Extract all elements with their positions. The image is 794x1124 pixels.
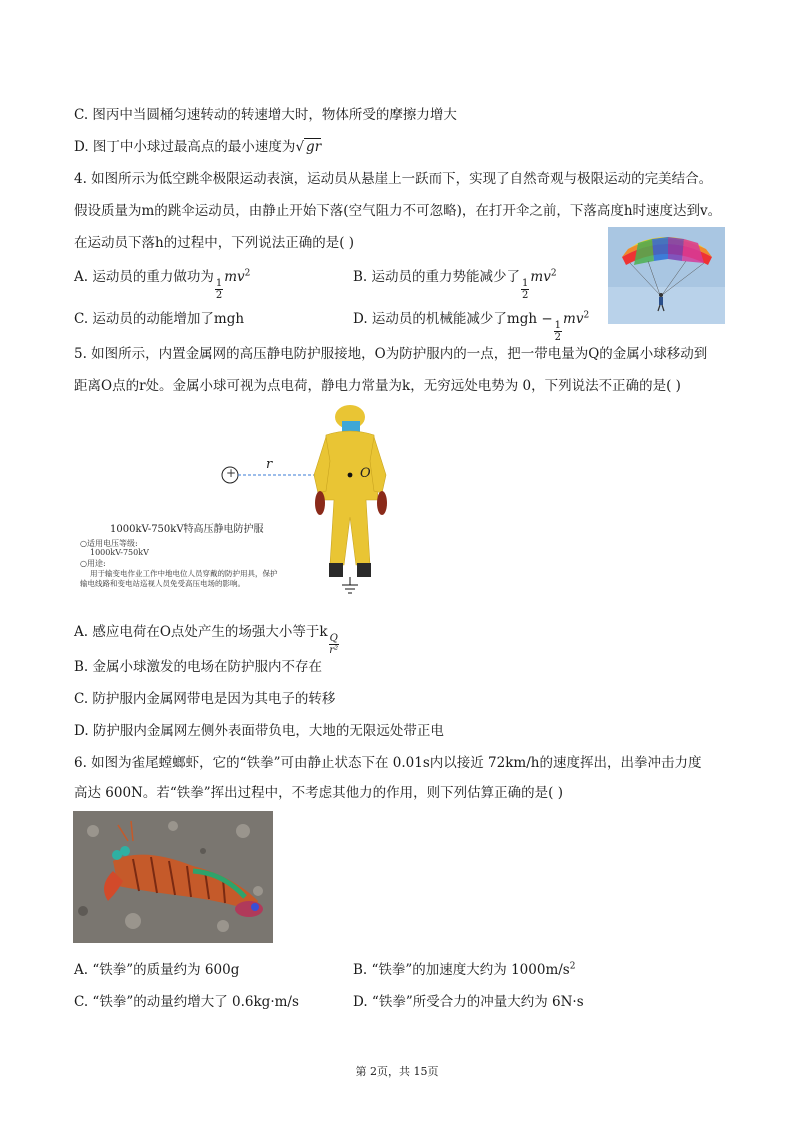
q4-option-a: A. 运动员的重力做功为 $\frac{1}{2}$ $mv^2$ xyxy=(74,268,251,301)
q6-option-b: B. “铁拳”的加速度大约为 $1000m/s^2$ xyxy=(353,961,576,978)
q5-option-c: C. 防护服内金属网带电是因为其电子的转移 xyxy=(74,691,336,707)
q6-stem-line2: 高达 600N。若“铁拳”挥出过程中，不考虑其他力的作用，则下列估算正确的是( ) xyxy=(74,785,563,801)
q5-option-d: D. 防护服内金属网左侧外表面带负电，大地的无限远处带正电 xyxy=(74,723,444,739)
suit-title: 1000kV-750kV特高压静电防护服 xyxy=(110,524,264,535)
q5-option-a: A. 感应电荷在O点处产生的场强大小等于k $\frac{Q}{\text{r²}}$ xyxy=(74,624,339,656)
paraglider-image xyxy=(608,227,725,324)
q4-stem-line3: 在运动员下落h的过程中，下列说法正确的是( ) xyxy=(74,235,355,251)
suit-usage-label: ○用途: xyxy=(80,559,106,568)
q6-option-d: D. “铁拳”所受合力的冲量大约为 6N·s xyxy=(353,994,584,1010)
q4-option-c: C. 运动员的动能增加了mgh xyxy=(74,311,245,327)
q6-option-c: C. “铁拳”的动量约增大了 0.6kg·m/s xyxy=(74,994,299,1010)
protective-suit-figure xyxy=(80,405,420,605)
q4-option-d: D. 运动员的机械能减少了mgh − $\frac{1}{2}$ $mv^2$ xyxy=(353,310,590,343)
q5-stem-line2: 距离O点的r处。金属小球可视为点电荷，静电力常量为k，无穷远处电势为 0，下列说法不正确的是( ) xyxy=(74,378,681,394)
point-o-label: O xyxy=(360,466,371,481)
mantis-shrimp-image xyxy=(73,811,273,943)
suit-voltage-value: 1000kV-750kV xyxy=(90,548,149,557)
q4-stem-line1: 4. 如图所示为低空跳伞极限运动表演，运动员从悬崖上一跃而下，实现了自然奇观与极限运动的完美结合。 xyxy=(74,171,713,187)
suit-usage-desc2: 输电线路和变电站巡视人员免受高压电场的影响。 xyxy=(80,579,245,588)
q4-option-b: B. 运动员的重力势能减少了 $\frac{1}{2}$ $mv^2$ xyxy=(353,268,557,301)
q6-stem-line1: 6. 如图为雀尾螳螂虾，它的“铁拳”可由静止状态下在 0.01s内以接近 72km/h的速度挥出，出拳冲击力度 xyxy=(74,755,702,771)
q5-stem-line1: 5. 如图所示，内置金属网的高压静电防护服接地，O为防护服内的一点，把一带电量为Q的金属小球移动到 xyxy=(74,346,708,362)
suit-usage-desc1: 用于输变电作业工作中地电位人员穿戴的防护用具，保护 xyxy=(90,569,278,578)
q6-option-a: A. “铁拳”的质量约为 600g xyxy=(74,962,240,978)
suit-voltage-label: ○适用电压等级: xyxy=(80,539,138,548)
q3-option-c: C. 图丙中当圆桶匀速转动的转速增大时，物体所受的摩擦力增大 xyxy=(74,107,457,123)
page-footer: 第 2页，共 15页 xyxy=(355,1065,439,1078)
q5-option-b: B. 金属小球激发的电场在防护服内不存在 xyxy=(74,659,323,675)
charge-plus-sign: + xyxy=(226,466,237,480)
q3-option-d: D. 图丁中小球过最高点的最小速度为√ gr xyxy=(74,139,322,155)
q4-stem-line2: 假设质量为m的跳伞运动员，由静止开始下落(空气阻力不可忽略)，在打开伞之前，下落高度h时速度达到v。 xyxy=(74,203,722,219)
distance-r-label: r xyxy=(266,457,273,472)
